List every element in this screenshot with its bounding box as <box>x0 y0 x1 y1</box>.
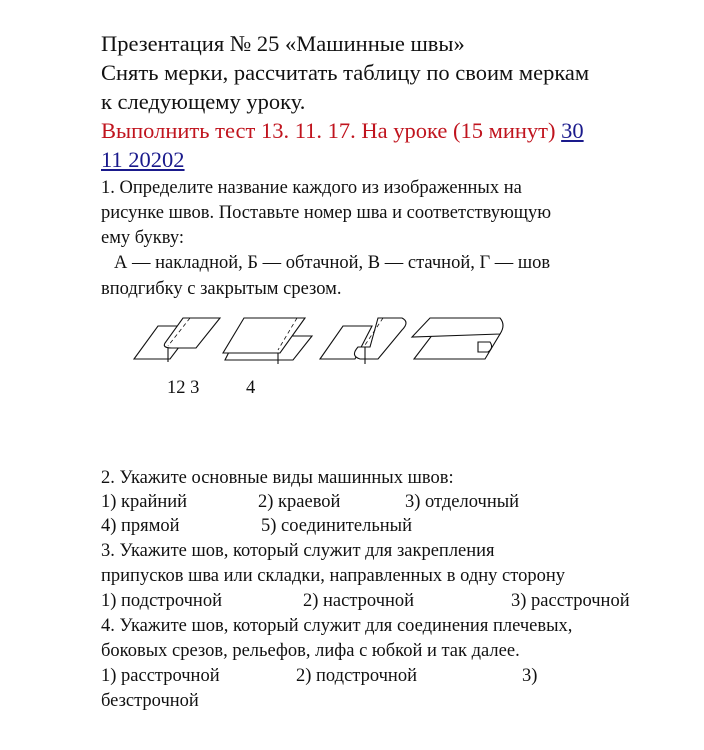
figure-label: 12 3 <box>167 378 200 398</box>
answer-option: 3) отделочный <box>405 492 520 512</box>
answer-option: 2) подстрочной <box>296 666 417 686</box>
answer-option: 1) крайний <box>101 492 188 512</box>
seam-figure-2 <box>223 318 312 364</box>
question-1-line: рисунке швов. Поставьте номер шва и соответствующую <box>101 203 552 223</box>
answer-option: 2) настрочной <box>303 591 415 611</box>
date-link-continued[interactable]: 11 20202 <box>101 147 185 172</box>
document-title: Презентация № 25 «Машинные швы» <box>101 31 465 56</box>
date-link[interactable]: 30 <box>561 118 584 143</box>
answer-option: 3) <box>522 666 538 686</box>
question-1-line: ему букву: <box>101 228 184 248</box>
question-1-line: 1. Определите название каждого из изображенных на <box>101 178 522 198</box>
seam-figure-3 <box>320 318 406 364</box>
answer-option: безстрочной <box>101 691 199 711</box>
seam-figure-1 <box>134 318 220 362</box>
question-4-title: 4. Укажите шов, который служит для соединения плечевых, <box>101 616 573 636</box>
answer-option: 5) соединительный <box>261 516 412 536</box>
question-2-title: 2. Укажите основные виды машинных швов: <box>101 468 454 488</box>
test-instruction-text: Выполнить тест 13. 11. 17. На уроке (15 минут) <box>101 118 556 143</box>
question-4-title: боковых срезов, рельефов, лифа с юбкой и так далее. <box>101 641 520 661</box>
answer-option: 2) краевой <box>258 492 341 512</box>
seam-figure-4 <box>412 318 503 359</box>
figure-label: 4 <box>246 378 256 398</box>
question-3-title: 3. Укажите шов, который служит для закрепления <box>101 541 495 561</box>
answer-option: 1) расстрочной <box>101 666 220 686</box>
answer-option: 3) расстрочной <box>511 591 630 611</box>
question-1-line: А — накладной, Б — обтачной, В — стачной, Г — шов <box>114 253 551 273</box>
question-1-line: вподгибку с закрытым срезом. <box>101 279 342 299</box>
question-3-title: припусков шва или складки, направленных в одну сторону <box>101 566 565 586</box>
answer-option: 1) подстрочной <box>101 591 222 611</box>
answer-option: 4) прямой <box>101 516 180 536</box>
instruction-line: к следующему уроку. <box>101 89 306 114</box>
instruction-line: Снять мерки, рассчитать таблицу по своим меркам <box>101 60 590 85</box>
